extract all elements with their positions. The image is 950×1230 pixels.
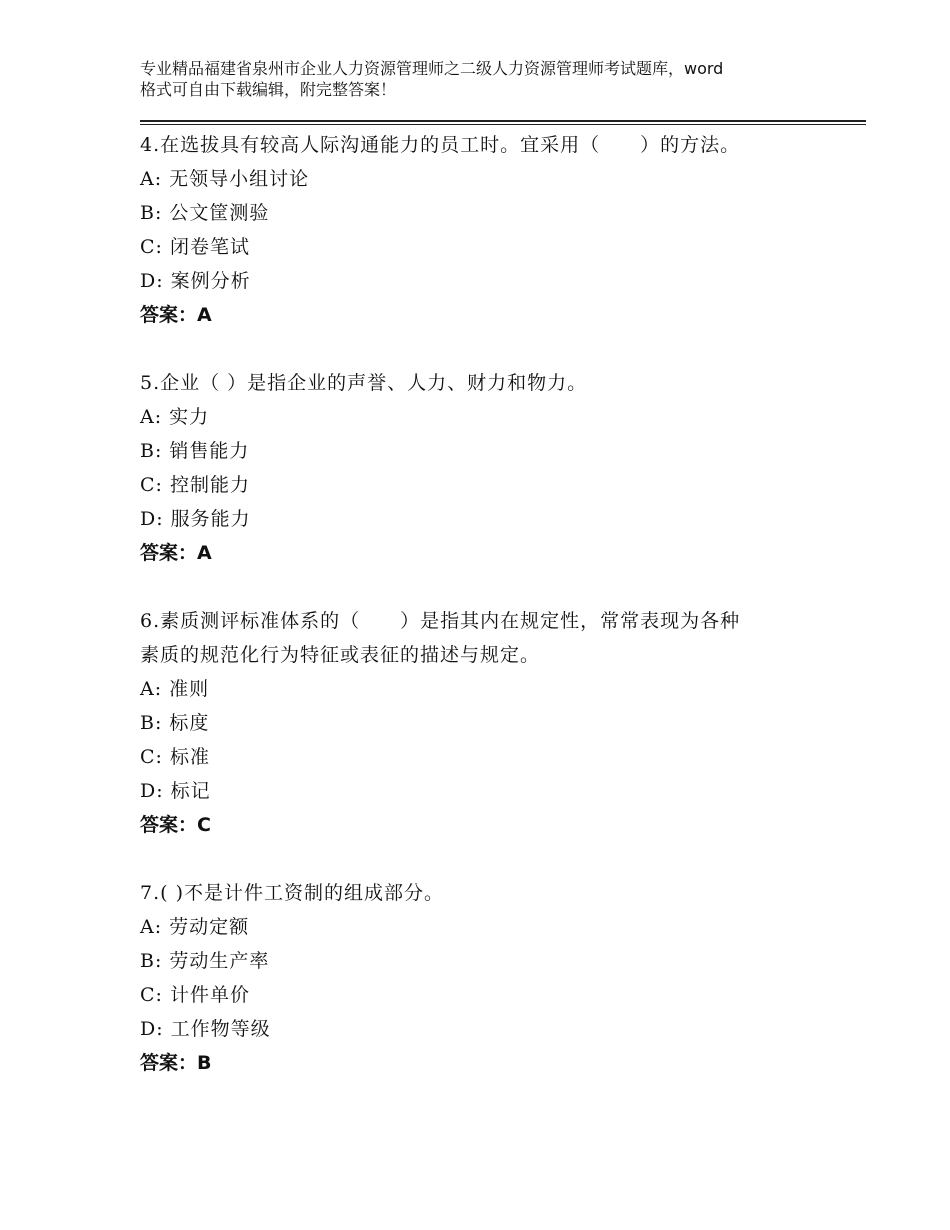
question-4 [140,128,840,332]
question-stem-line-2: 素质的规范化行为特征或表征的描述与规定。 [140,644,541,666]
option-a: A: 实力 [140,406,210,428]
option-c: C: 闭卷笔试 [140,236,250,258]
option-b: B: 公文筐测验 [140,202,270,224]
question-stem: 4.在选拔具有较高人际沟通能力的员工时。宜采用（ ）的方法。 [140,134,741,156]
option-b: B: 标度 [140,712,210,734]
question-stem: 5.企业（ ）是指企业的声誉、人力、财力和物力。 [140,372,588,394]
question-stem: 7.( )不是计件工资制的组成部分。 [140,882,444,904]
option-c: C: 标准 [140,746,210,768]
option-b: B: 劳动生产率 [140,950,270,972]
header-title-line-1: 专业精品福建省泉州市企业人力资源管理师之二级人力资源管理师考试题库，word [140,59,724,78]
option-a: A: 准则 [140,678,210,700]
option-d: D: 服务能力 [140,508,251,530]
document-header [140,58,840,100]
option-d: D: 标记 [140,780,211,802]
header-rule-thin [140,124,866,125]
option-d: D: 工作物等级 [140,1018,271,1040]
question-7 [140,876,840,1080]
answer-label: 答案：A [140,542,212,564]
answer-label: 答案：A [140,304,212,326]
question-list [140,128,840,1114]
question-6 [140,604,840,842]
header-rule-thick [140,120,866,122]
question-stem-line-1: 6.素质测评标准体系的（ ）是指其内在规定性，常常表现为各种 [140,610,741,632]
option-c: C: 计件单价 [140,984,250,1006]
option-d: D: 案例分析 [140,270,251,292]
option-a: A: 无领导小组讨论 [140,168,310,190]
answer-label: 答案：C [140,814,211,836]
option-b: B: 销售能力 [140,440,250,462]
question-5 [140,366,840,570]
answer-label: 答案：B [140,1052,212,1074]
header-title-line-2: 格式可自由下载编辑，附完整答案！ [140,80,397,99]
option-a: A: 劳动定额 [140,916,250,938]
option-c: C: 控制能力 [140,474,250,496]
